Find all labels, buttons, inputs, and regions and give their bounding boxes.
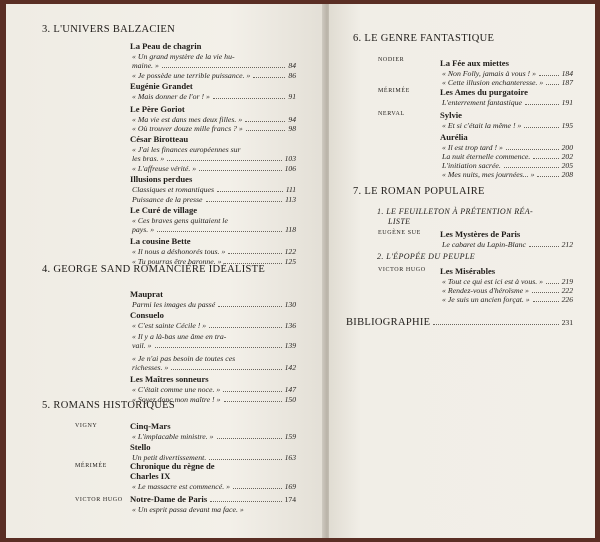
toc-line [132,247,296,256]
toc-line [346,317,573,328]
page-number: 159 [284,432,296,441]
excerpt-title: Puissance de la presse [132,195,203,204]
subsection-heading: 2. L'ÉPOPÉE DU PEUPLE [377,252,476,261]
page-number: 111 [285,185,296,194]
toc-line [132,341,296,350]
excerpt-title: « Rendez-vous d'héroïsme » [442,286,529,295]
excerpt-title: « Un esprit passa devant ma face. » [132,505,244,514]
work-title: César Birotteau [130,134,189,144]
page-number: 122 [284,247,296,256]
section-heading: 4. GEORGE SAND ROMANCIÈRE IDÉALISTE [42,264,266,275]
excerpt-title: « Tout ce qui est ici est à vous. » [442,277,544,286]
toc-line [130,494,296,504]
work-title: Mauprat [130,289,163,299]
author-name: VICTOR HUGO [75,497,123,503]
toc-line [132,154,296,163]
toc-line [132,185,296,194]
toc-line [132,124,296,133]
toc-line [132,385,296,394]
author-name: VICTOR HUGO [378,267,426,273]
toc-line [132,61,296,70]
toc-line [442,240,573,249]
toc-line [442,78,573,87]
work-title: La Peau de chagrin [130,41,202,51]
excerpt-title: « Tu pourras être baronne. » [132,257,222,266]
work-title: Les Maîtres sonneurs [130,374,209,384]
toc-line [132,71,296,80]
toc-line [442,286,573,295]
excerpt-title: « Un grand mystère de la vie hu- [132,52,235,61]
page-number: 222 [561,286,573,295]
excerpt-title: « J'ai les finances européennes sur [132,145,241,154]
toc-line [132,432,296,441]
excerpt-title: « Il y a là-bas une âme en tra- [132,332,227,341]
work-title: La cousine Bette [130,236,191,246]
author-name: MÉRIMÉE [378,88,410,94]
work-title: Eugénie Grandet [130,81,193,91]
page-number: 191 [561,98,573,107]
toc-line [132,92,296,101]
toc-line [132,482,296,491]
page-number: 142 [284,363,296,372]
page-number: 212 [561,240,573,249]
excerpt-title: vail. » [132,341,152,350]
excerpt-title: « Où trouver douze mille francs ? » [132,124,243,133]
excerpt-title: « Il nous a déshonorés tous. » [132,247,226,256]
author-name: NODIER [378,57,405,63]
page-number: 205 [561,161,573,170]
page-number: 187 [561,78,573,87]
excerpt-title: richesses. » [132,363,169,372]
excerpt-title: « Le massacre est commencé. » [132,482,231,491]
toc-line [442,277,573,286]
author-name: NERVAL [378,111,405,117]
page-number: 147 [284,385,296,394]
page-number: 163 [284,453,296,462]
excerpt-title: « Mais donner de l'or ! » [132,92,210,101]
toc-line [442,121,573,130]
excerpt-title: « Je n'ai pas besoin de toutes ces [132,354,236,363]
excerpt-title: pays. » [132,225,155,234]
excerpt-title: « Cette illusion enchanteresse. » [442,78,544,87]
excerpt-title: les bras. » [132,154,165,163]
page-number: 113 [285,195,296,204]
excerpt-title: « L'implacable ministre. » [132,432,214,441]
excerpt-title: « Mes nuits, mes journées... » [442,170,535,179]
excerpt-title: Parmi les images du passé [132,300,216,309]
author-name: VIGNY [75,423,98,429]
excerpt-title: « C'était comme une noce. » [132,385,221,394]
work-title: Le Père Goriot [130,104,185,114]
excerpt-title: Classiques et romantiques [132,185,215,194]
page-number: 118 [285,225,296,234]
toc-line [442,143,573,152]
excerpt-title: « Soyez donc mon maître ! » [132,395,221,404]
toc-line [442,98,573,107]
page-number: 231 [561,318,573,327]
work-title: Chronique du règne de [130,461,215,471]
page-number: 98 [288,124,296,133]
work-title: Consuelo [130,310,164,320]
work-title: La Fée aux miettes [440,58,509,68]
toc-line [132,164,296,173]
work-title: Sylvie [440,110,462,120]
toc-line [442,295,573,304]
excerpt-title: « Il est trop tard ! » [442,143,503,152]
page-number: 106 [284,164,296,173]
excerpt-title: maine. » [132,61,159,70]
work-title: Les Ames du purgatoire [440,87,528,97]
page-number: 91 [288,92,296,101]
work-title: Stello [130,442,151,452]
page-number: 174 [284,495,296,504]
toc-line [132,115,296,124]
excerpt-title: « C'est sainte Cécile ! » [132,321,207,330]
work-title: Aurélia [440,132,468,142]
work-title: Le Curé de village [130,205,198,215]
author-name: MÉRIMÉE [75,463,107,469]
page-number: 139 [284,341,296,350]
section-heading: 3. L'UNIVERS BALZACIEN [42,24,176,35]
section-heading: 6. LE GENRE FANTASTIQUE [353,33,495,44]
excerpt-title: Le cabaret du Lapin-Blanc [442,240,526,249]
subsection-heading: 1. LE FEUILLETON À PRÉTENTION RÉA- [377,207,534,216]
excerpt-title: « L'affreuse vérité. » [132,164,197,173]
toc-line [132,300,296,309]
page-number: 150 [284,395,296,404]
toc-line [442,170,573,179]
toc-line [132,195,296,204]
page-number: 208 [561,170,573,179]
excerpt-title: « Ma vie est dans mes deux filles. » [132,115,243,124]
toc-line [442,161,573,170]
page-number: 125 [284,257,296,266]
work-title: Charles IX [130,471,171,481]
work-title: Les Misérables [440,266,496,276]
excerpt-title: « Non Folly, jamais à vous ! » [442,69,536,78]
page-number: 226 [561,295,573,304]
page-number: 130 [284,300,296,309]
toc-line [132,321,296,330]
page-number: 219 [561,277,573,286]
page-number: 169 [284,482,296,491]
page-number: 202 [561,152,573,161]
toc-line [132,225,296,234]
work-title: Cinq-Mars [130,421,171,431]
work-title: Les Mystères de Paris [440,229,521,239]
author-name: EUGÈNE SUE [378,230,421,236]
subsection-heading: LISTE [388,217,411,226]
work-title: Notre-Dame de Paris [130,494,208,504]
toc-line [442,69,573,78]
work-title: Illusions perdues [130,174,193,184]
page-number: 200 [561,143,573,152]
excerpt-title: « Je suis un ancien forçat. » [442,295,530,304]
excerpt-title: L'enterrement fantastique [442,98,522,107]
toc-line [442,152,573,161]
excerpt-title: « Et si c'était la même ! » [442,121,522,130]
page-number: 136 [284,321,296,330]
page-number: 94 [288,115,296,124]
page-number: 195 [561,121,573,130]
section-heading: 7. LE ROMAN POPULAIRE [353,186,485,197]
page-number: 103 [284,154,296,163]
page-number: 84 [288,61,296,70]
section-heading: 5. ROMANS HISTORIQUES [42,400,175,411]
bibliography-heading: BIBLIOGRAPHIE [346,317,431,328]
excerpt-title: « Je possède une terrible puissance. » [132,71,251,80]
page-number: 86 [288,71,296,80]
excerpt-title: « Ces braves gens quittaient le [132,216,228,225]
excerpt-title: L'initiation sacrée. [442,161,501,170]
excerpt-title: Un petit divertissement. [132,453,207,462]
page-number: 184 [561,69,573,78]
toc-line [132,363,296,372]
excerpt-title: La nuit éternelle commence. [442,152,531,161]
